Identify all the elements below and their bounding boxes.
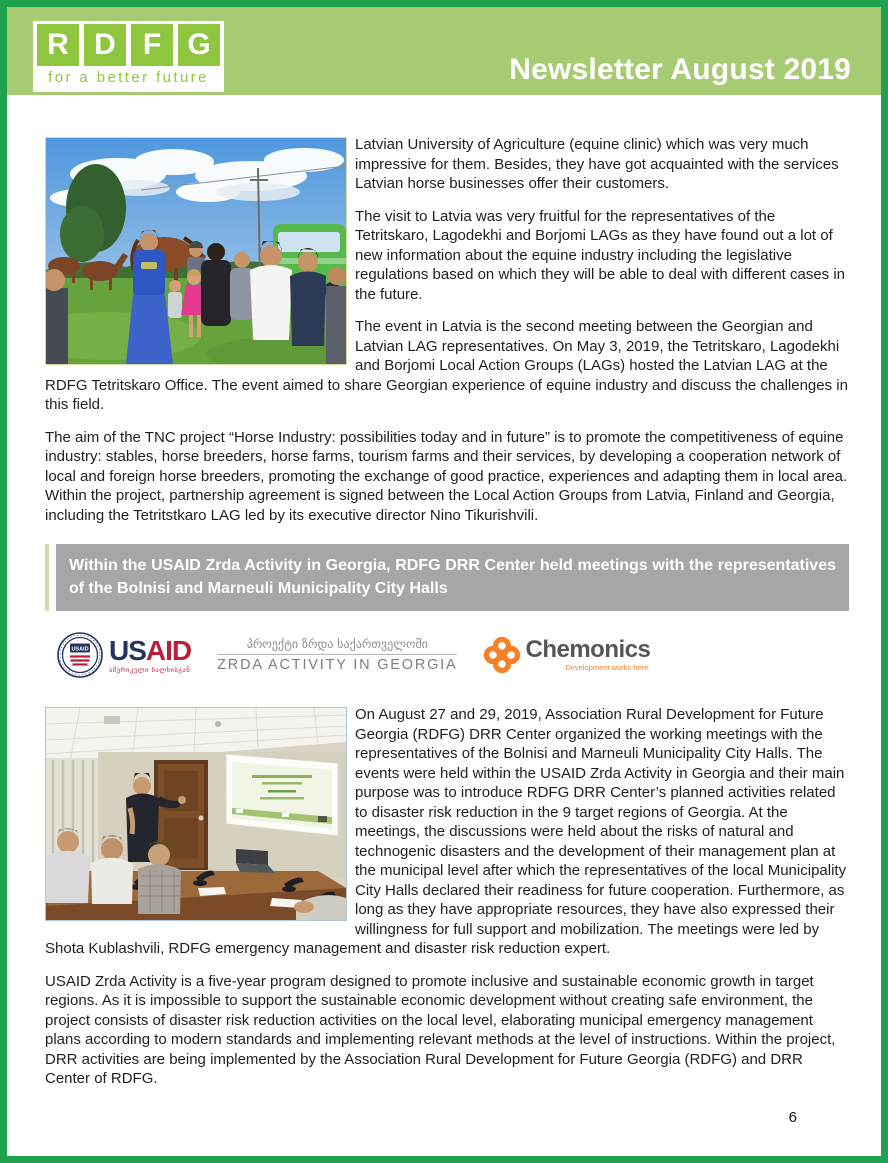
- paragraph-tnc-project: The aim of the TNC project “Horse Industry: possibilities today and in future” is to promote the competitiveness of equine industry: stables, horse breeders, horse farms, tourism farms and their services, by developing a cooperation network of local and foreign horse breeders, promoting the exchange of good practice, experiences and adapting them in local area. Within the project, partnership agreement is signed between the Local Action Groups from Latvia, Finland and Georgia, including the Tetritstkaro LAG led by its executive director Nino Tikurishvili.: [45, 428, 848, 524]
- chemonics-logo: [483, 636, 650, 674]
- usaid-wordmark: [109, 634, 192, 674]
- rdfg-logo: [33, 21, 224, 92]
- zrda-english-text: ZRDA ACTIVITY IN GEORGIA: [217, 657, 458, 673]
- chemonics-flower-icon: [483, 636, 521, 674]
- paragraph-zrda-program: USAID Zrda Activity is a five-year program designed to promote inclusive and sustainable economic growth in target regions. As it is impossible to support the sustainable economic development without creating safe environment, the project consists of disaster risk reduction activities on the local level, elaborating municipal emergency management plans according to modern standards and implementing relevant methods at the level of instructions. Within the project, DRR activities are being implemented by the Association Rural Development for Future Georgia (RDFG) and DRR Center of RDFG.: [45, 972, 836, 1087]
- section-heading: [45, 544, 849, 611]
- usaid-seal-icon: [57, 632, 103, 678]
- partner-logos: [57, 627, 849, 683]
- meeting-room-photo: [45, 707, 347, 921]
- rdfg-letter-d: D: [84, 24, 126, 66]
- horses-field-photo: [45, 137, 347, 365]
- heading-text: Within the USAID Zrda Activity in Georgia, RDFG DRR Center held meetings with the representatives of the Bolnisi and Marneuli Municipality City Halls: [69, 557, 836, 597]
- projection-screen: [226, 754, 338, 836]
- rdfg-letter-f: F: [131, 24, 173, 66]
- page-number: 6: [788, 1108, 797, 1126]
- chemonics-tagline: Development works here.: [565, 663, 651, 672]
- paragraph-drr-1: On August 27 and 29, 2019, Association Rural Development for Future Georgia (RDFG) DRR Center organized the working meetings with the representatives of the Bolnisi and Marneuli Municipality City Halls. The events were held within the USAID Zrda Activity in Georgia and their main purpose was to introduce RDFG DRR Center’s planned activities related to disaster risk reduction in the 9 target regions of Georgia. At the meetings, the discussions were held about the risks of natural and technogenic disasters and the development of their management plan at the municipal level after which the representatives of the local Municipality City Halls declared their readiness for future cooperation. Furthermore, as long as they have appropriate resources, they have also expressed their willingness for full support and mobilization. The meetings were led by Shota Kublashvili, RDFG emergency management and disaster risk reduction expert.: [45, 706, 847, 957]
- rdfg-letter-r: R: [37, 24, 79, 66]
- zrda-logo: [217, 637, 457, 673]
- drr-meetings-section: [45, 705, 849, 1089]
- zrda-georgian-text: პროექტი ზრდა საქართველოში: [217, 637, 457, 655]
- usaid-word-blue: US: [109, 634, 146, 666]
- usaid-word-red: AID: [145, 634, 192, 666]
- newsletter-title: Newsletter August 2019: [509, 53, 851, 86]
- heading-banner: [56, 544, 849, 611]
- chemonics-wordmark: [525, 638, 650, 672]
- paragraph-latvia-3: The event in Latvia is the second meeting between the Georgian and Latvian LAG representatives. On May 3, 2019, the Tetritskaro, Lagodekhi and Borjomi Local Action Groups (LAGs) hosted the Latvian LAG at the RDFG Tetritskaro Office. The event aimed to share Georgian experience of equine industry and discuss the challenges in this field.: [45, 318, 848, 413]
- heading-accent-bar: [45, 544, 49, 611]
- chemonics-name: Chemonics: [525, 636, 651, 663]
- paragraph-latvia-2: The visit to Latvia was very fruitful for the representatives of the Tetritskaro, Lagodekhi and Borjomi LAGs as they have found out a lot of new information about the equine industry including the legislative regulations based on which they will be able to deal with different cases in the future.: [355, 207, 846, 303]
- latvia-visit-section: [45, 135, 849, 525]
- paragraph-latvia-1: Latvian University of Agriculture (equine clinic) which was very much impressive for them. Besides, they have got acquainted with the services Latvian horse businesses offer their customers.: [355, 136, 839, 192]
- horses-field-photo-illustration: [46, 138, 346, 364]
- header-banner: [7, 7, 881, 95]
- rdfg-logo-letters: [37, 24, 220, 66]
- page-content: [7, 135, 881, 1126]
- meeting-room-photo-illustration: [46, 708, 346, 920]
- usaid-seal-text: USAID: [71, 646, 89, 653]
- rdfg-letter-g: G: [178, 24, 220, 66]
- rdfg-tagline: for a better future: [48, 69, 209, 86]
- usaid-georgian-subtext: ამერიკელი ხალხისგან: [109, 665, 191, 674]
- usaid-logo: [57, 632, 191, 678]
